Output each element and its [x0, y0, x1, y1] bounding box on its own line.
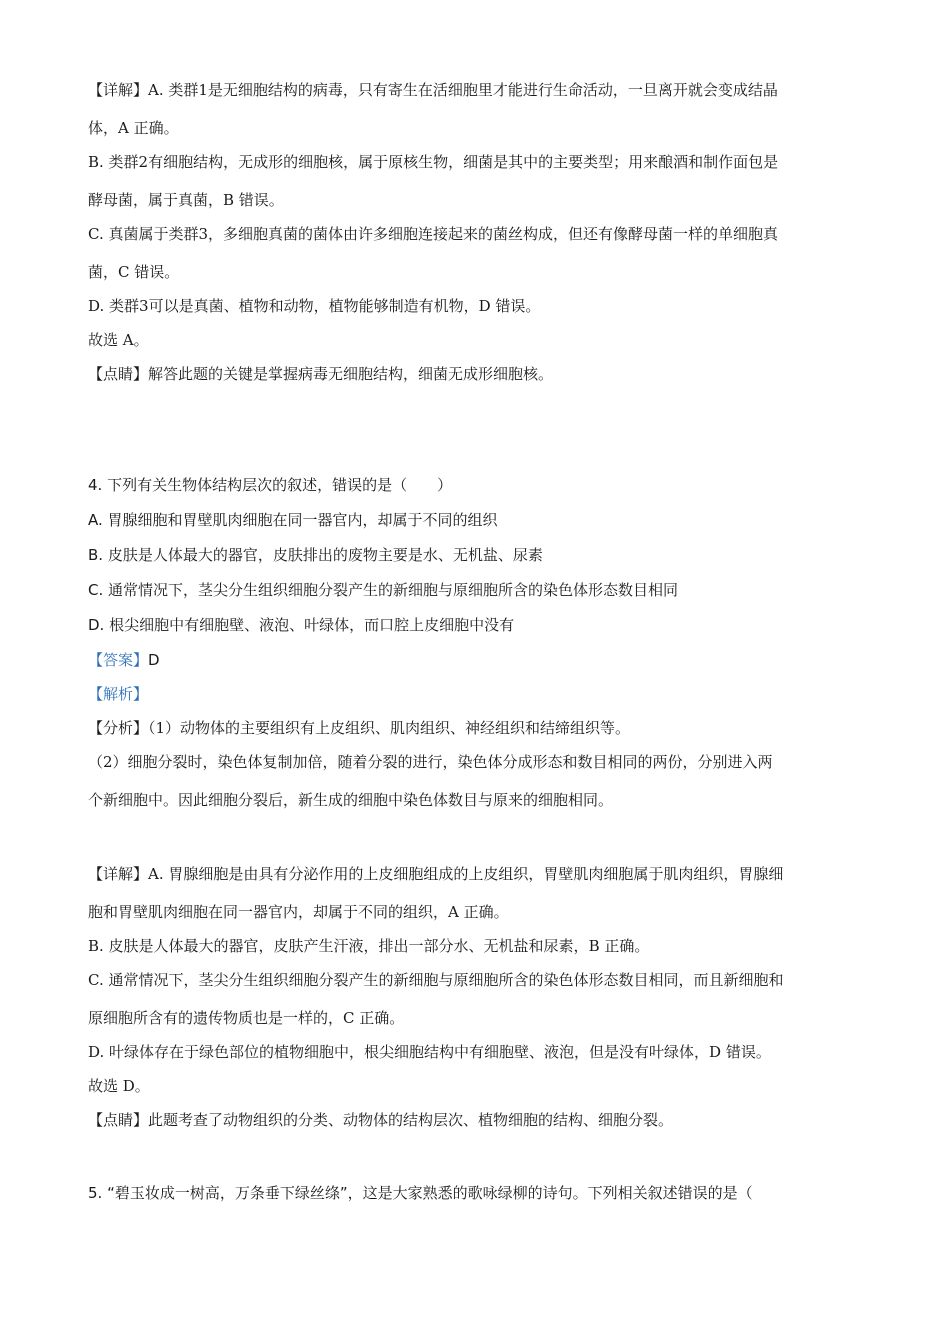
prev-comment: 【点睛】解答此题的关键是掌握病毒无细胞结构，细菌无成形细胞核。: [88, 365, 554, 383]
q4-detail-line-5: 原细胞所含有的遗传物质也是一样的，C 正确。: [88, 1009, 405, 1027]
q4-detail-line-2: 胞和胃壁肌肉细胞在同一器官内，却属于不同的组织，A 正确。: [88, 903, 509, 921]
q4-option-c: C. 通常情况下，茎尖分生组织细胞分裂产生的新细胞与原细胞所含的染色体形态数目相同: [88, 581, 679, 599]
q4-detail-line-1: 【详解】A. 胃腺细胞是由具有分泌作用的上皮细胞组成的上皮组织，胃壁肌肉细胞属于肌肉组织，胃腺细: [88, 865, 784, 883]
prev-detail-line-7: D. 类群3可以是真菌、植物和动物，植物能够制造有机物，D 错误。: [88, 297, 541, 315]
q4-analysis-line-3: 个新细胞中。因此细胞分裂后，新生成的细胞中染色体数目与原来的细胞相同。: [88, 791, 614, 809]
q5-stem: 5. “碧玉妆成一树高，万条垂下绿丝绦”，这是大家熟悉的歌咏绿柳的诗句。下列相关叙述错误的是（: [88, 1184, 753, 1202]
q4-analysis-line-1: 【分析】（1）动物体的主要组织有上皮组织、肌肉组织、神经组织和结缔组织等。: [88, 719, 631, 737]
q4-option-d: D. 根尖细胞中有细胞壁、液泡、叶绿体，而口腔上皮细胞中没有: [88, 616, 515, 634]
q4-analysis-line-2: （2）细胞分裂时，染色体复制加倍，随着分裂的进行，染色体分成形态和数目相同的两份，分别进入两: [88, 753, 773, 771]
prev-detail-line-3: B. 类群2有细胞结构，无成形的细胞核，属于原核生物，细菌是其中的主要类型；用来酿酒和制作面包是: [88, 153, 779, 171]
q4-detail-line-4: C. 通常情况下，茎尖分生组织细胞分裂产生的新细胞与原细胞所含的染色体形态数目相同，而且新细胞和: [88, 971, 784, 989]
q4-detail-line-6: D. 叶绿体存在于绿色部位的植物细胞中，根尖细胞结构中有细胞壁、液泡，但是没有叶绿体，D 错误。: [88, 1043, 771, 1061]
q4-option-b: B. 皮肤是人体最大的器官，皮肤排出的废物主要是水、无机盐、尿素: [88, 546, 543, 564]
answer-value: D: [148, 651, 160, 669]
analysis-tag: 【解析】: [88, 685, 149, 703]
q4-choose: 故选 D。: [88, 1077, 150, 1095]
q4-stem: 4. 下列有关生物体结构层次的叙述，错误的是（ ）: [88, 476, 453, 494]
prev-detail-line-4: 酵母菌，属于真菌，B 错误。: [88, 191, 284, 209]
prev-detail-line-1: 【详解】A. 类群1是无细胞结构的病毒，只有寄生在活细胞里才能进行生命活动，一旦离开就会变成结晶: [88, 81, 778, 99]
prev-detail-line-6: 菌，C 错误。: [88, 263, 180, 281]
prev-choose: 故选 A。: [88, 331, 149, 349]
prev-detail-line-5: C. 真菌属于类群3，多细胞真菌的菌体由许多细胞连接起来的菌丝构成，但还有像酵母菌一样的单细胞真: [88, 225, 779, 243]
prev-detail-line-2: 体，A 正确。: [88, 119, 179, 137]
answer-tag: 【答案】: [88, 651, 149, 669]
q4-option-a: A. 胃腺细胞和胃壁肌肉细胞在同一器官内，却属于不同的组织: [88, 511, 498, 529]
q4-answer: [88, 650, 160, 670]
q4-detail-line-3: B. 皮肤是人体最大的器官，皮肤产生汗液，排出一部分水、无机盐和尿素，B 正确。: [88, 937, 650, 955]
q4-comment: 【点睛】此题考查了动物组织的分类、动物体的结构层次、植物细胞的结构、细胞分裂。: [88, 1111, 674, 1129]
